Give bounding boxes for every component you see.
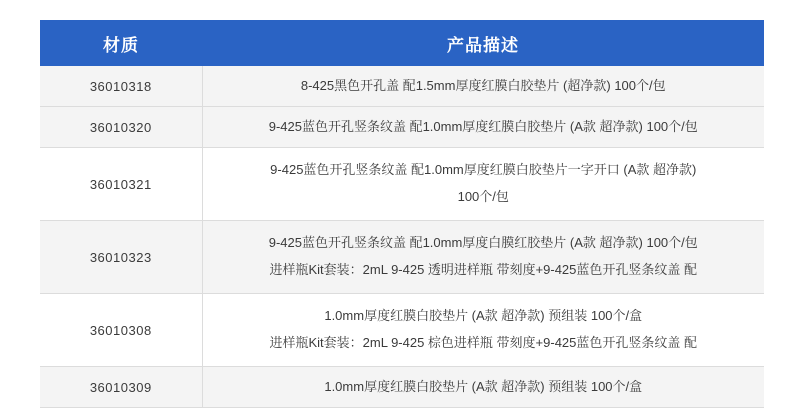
- product-spec-table: [40, 20, 764, 408]
- cell-description: [202, 221, 764, 294]
- description-line: 进样瓶Kit套装：2mL 9-425 棕色进样瓶 带刻度+9-425蓝色开孔竖条纹盖 配: [269, 335, 697, 350]
- table-row: [40, 107, 764, 148]
- cell-description: [202, 148, 764, 221]
- column-header-material: 材质: [40, 20, 202, 66]
- table-row: [40, 221, 764, 294]
- description-line: 100个/包: [457, 189, 509, 204]
- column-header-description: 产品描述: [202, 20, 764, 66]
- cell-description: [202, 66, 764, 107]
- cell-description: [202, 367, 764, 408]
- description-line: 9-425蓝色开孔竖条纹盖 配1.0mm厚度红膜白胶垫片 (A款 超净款) 100个/包: [268, 118, 698, 134]
- description-line: 1.0mm厚度红膜白胶垫片 (A款 超净款) 预组装 100个/盒: [324, 378, 643, 394]
- cell-material: 36010321: [40, 148, 202, 221]
- cell-material: 36010318: [40, 66, 202, 107]
- cell-description: [202, 107, 764, 148]
- table-row: [40, 367, 764, 408]
- table-row: [40, 294, 764, 367]
- cell-description: [202, 294, 764, 367]
- description-line: 8-425黑色开孔盖 配1.5mm厚度红膜白胶垫片 (超净款) 100个/包: [300, 77, 666, 93]
- table-row: [40, 66, 764, 107]
- table-row: [40, 148, 764, 221]
- description-line: 1.0mm厚度红膜白胶垫片 (A款 超净款) 预组装 100个/盒: [324, 308, 643, 324]
- cell-material: 36010309: [40, 367, 202, 408]
- cell-material: 36010308: [40, 294, 202, 367]
- table-body: [40, 66, 764, 408]
- table-header-row: [40, 20, 764, 66]
- cell-material: 36010323: [40, 221, 202, 294]
- description-line: 9-425蓝色开孔竖条纹盖 配1.0mm厚度白膜红胶垫片 (A款 超净款) 100个/包: [268, 235, 698, 251]
- description-line: 进样瓶Kit套装：2mL 9-425 透明进样瓶 带刻度+9-425蓝色开孔竖条纹盖 配: [269, 262, 697, 277]
- description-line: 9-425蓝色开孔竖条纹盖 配1.0mm厚度红膜白胶垫片一字开口 (A款 超净款): [270, 162, 697, 178]
- table-header: [40, 20, 764, 66]
- cell-material: 36010320: [40, 107, 202, 148]
